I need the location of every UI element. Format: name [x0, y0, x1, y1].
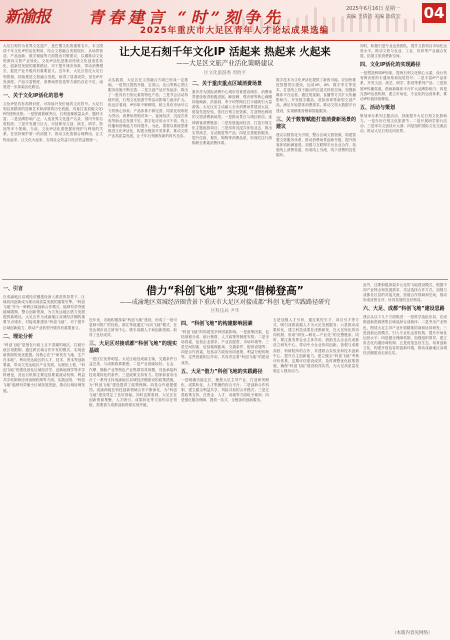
- article2-column-2: 近年来，各地积极探索“科创飞地”建设，形成了一批可复制可推广的经验。浙江等地通过“反向飞地”模式，在发达城市设立研发中心，吸引高端人才和创新资源，取得了良好成效。 三、大足区对接成都“科创飞地”的现实基础 一是区位优势明显。大足区地处成渝主轴，交通条件日益完善，与成都联系紧密。二是产业基础较好。五金、汽摩、静脉产业等特色产业集群初具规模，具备承接科技成果转化的条件。三是政策支持有力。国家和省市出台了一系列支持成渝地区双城经济圈建设的政策措施，为“科创飞地”建设提供了政策保障。四是合作意愿强烈。成渝两地在科技创新领域合作不断深化，为“科创飞地”建设奠定了良好基础。同时也要看到，大足区在创新资源集聚、人才吸引、成果转化等方面仍存在短板，需要借力成都创新资源实现突破。: [89, 318, 177, 408]
- article2-column-1: 一、引言 在成渝地区双城经济圈建设深入推进的背景下，区域协同创新成为推动高质量发展的重要引擎。“科创飞地”作为一种跨区域创新合作模式，能够有效突破地域限制，整合创新资源，为欠发达地区借力发展提供新路径。大足区作为成渝地区双城经济圈的重要节点城市，对接成都建设“科创飞地”，对于提升区域创新能力、推动产业转型升级具有重要意义。 二、理论分析 “科创飞地”是指在行政上互不隶属的地区，打破行政区划限制，通过跨区域合作开发的模式，实现创新资源的优化配置。其核心在于“研发在飞地、生产在本地”，利用发达地区的人才、技术、资本等创新要素，带动欠发达地区产业发展。从理论上看，“科创飞地”的建设涉及区域经济学、创新地理学等多学科理论，其运行机制主要包括要素流动机制、利益共享机制和协同治理机制等方面。实践证明，“科创飞地”能够有效缩小区域发展差距，推动区域协调发展。: [3, 286, 85, 393]
- masthead-divider: [0, 40, 450, 41]
- newspaper-logo: 新渝报: [5, 7, 51, 26]
- article2-subheadline: ——成渝地区双城经济圈背景下重庆市大足区对接成都“科创飞地”实践路径研究: [119, 299, 331, 306]
- article2-section-3-title: 三、大足区对接成都“科创飞地”的现实基础: [89, 341, 177, 355]
- article2-column-4: 五是加强人才引育，通过柔性引才、项目引才等方式，吸引成都高端人才为大足发展服务；六是推动成果转化，建立科技成果在成都研发、在大足转化的协同机制，形成“研发—孵化—产业化”的完整链条。同时，要注重发挥企业主体作用，鼓励龙头企业在成都设立研发中心，带动中小企业协同创新。加强与成都高校、科研院所的合作，共建联合实验室和技术创新中心，提升自主创新能力。建立健全“科创飞地”考核评价体系，定期评估建设成效，及时调整优化政策措施，确保“科创飞地”建设取得实效，为大足高质量发展注入强劲动力。: [273, 318, 359, 373]
- article2-column-3: 四、“科创飞地”的构建影响因素 “科创飞地”的构建受多种因素影响。一是政策因素，包括财税分成、统计核算、人才政策等制度安排；二是市场因素，包括企业需求、产业匹配度、市场环境等；三是空间因素，包括地理距离、交通条件、配套设施等；四是合作因素，包括双方政府协同意愿、利益分配机制等。这些因素相互作用，共同决定着“科创飞地”的建设成效。 五、大足“借力”科创飞地的实践路径 一是明确功能定位，聚焦大足主导产业，打造研发孵化、成果转化、人才集聚的综合平台；二是创新合作机制，建立健全利益共享、风险共担的合作模式；三是完善政策支持，在资金、人才、用地等方面给予倾斜；四是强化服务保障，提供一站式、全链条的创新服务。: [181, 321, 269, 403]
- article1-section-4-title: 四、文化IP活化的实现路径: [360, 62, 421, 69]
- article2-column-5: 此外，还要积极探索多元化的飞地建设模式，根据不同产业特点和发展需求，灵活选择合作方式。加强与成都各区县的对接交流，拓展合作领域和空间，推动形成优势互补、协同发展的良好格局。 六、大足、成都“科创飞地”建设思路 建议从以下几个方面推进：一是科学选址布局，在成都创新资源密集区域选择合适载体；二是突出产业特色，围绕大足主导产业开展精准招商和协同研发；三是创新运营模式，引入专业化运营机构，提升市场化运营水平；四是健全保障机制，加强组织领导，建立常态化沟通协调机制；五是营造良好生态，培育创新文化，构建开放包容的创新环境，推动成渝地区双城经济圈建设走深走实。: [363, 283, 447, 356]
- masthead-banner: [0, 0, 450, 40]
- issue-date: 2025年6月16日 星期一: [346, 6, 400, 12]
- article2-section-1-title: 一、引言: [3, 286, 24, 292]
- page-number: 04: [423, 4, 445, 22]
- article1-subheadline: ——大足区文旅产业活化策略建议: [176, 59, 274, 67]
- article2-section-6-title: 六、大足、成都“科创飞地”建设思路: [363, 306, 445, 313]
- bottom-note: （本版内容见网络）: [392, 631, 433, 636]
- article1-headline: 让大足石刻千年文化IP 活起来 热起来 火起来: [119, 46, 331, 58]
- article1-section-3-title: 三、关于数智赋能打造消费新场景的建议: [276, 116, 356, 130]
- article1-section-1-title: 一、关于文化IP活化的思考: [3, 92, 64, 99]
- article2-byline: 区科技局 尹华: [210, 309, 240, 314]
- article2-section-5-title: 五、大足“借力”科创飞地的实践路径: [181, 368, 263, 375]
- article1-column-4: 数字技术为文化IP活化提供了新的可能。应加快推进智慧景区建设，运用VR、AR、数字孪生等技术，打造线上线下融合的沉浸式体验空间。加强新媒体平台运营，通过短视频、直播等方式扩大传播影响力。开发数字藏品、虚拟形象等新型文创产品，满足年轻群体消费需求。推动文旅大数据平台建设，实现精准营销和智能服务。 三、关于数智赋能打造消费新场景的建议 建议以数智化为引领，整合区域文旅资源，构建智慧文旅服务体系，推动消费场景创新升级，提升游客体验和满意度。加强与互联网平台企业合作，拓展线上消费渠道，形成线上引流、线下消费的良性循环。: [276, 78, 356, 158]
- article-divider: [2, 279, 448, 280]
- article1-column-5: 同时，积极引进专业运营团队，提升文旅项目市场化运营水平。推动文旅与农业、工业、体育等产业融合发展，拓展文旅消费新空间。 四、文化IP活化的实现路径 一是塑造鲜明IP形象，提炼石刻文化核心元素，设计具有辨识度的卡通形象和视觉符号；二是丰富IP产品体系，开发文创、演艺、研学、影视等系列产品；三是拓展IP传播渠道，借助新媒体平台扩大品牌影响力；四是完善IP运营机制，建立市场化、专业化的运营体系，推动IP价值持续释放。 五、活动与策划 策划举办系列主题活动，持续提升大足石刻文化影响力。一是办好石刻文化旅游节；二是开展研学旅行活动；三是举办文创设计大赛；四是组织国际文化交流活动，推动大足石刻走向世界。: [360, 44, 447, 134]
- masthead-subtitle: 2025年重庆市大足区青年人才论坛成果选编: [140, 26, 330, 36]
- masthead-title: 青春建言 “时”刻争先: [88, 8, 284, 27]
- editor-credits: 责编 王倩洁 美编 陈倩宏: [346, 14, 401, 20]
- article1-column-2: 从实践看，大足区在文旅融合方面已形成一定基础。一是景区提档升级，宝顶山、北山等核心景区服务设施不断完善；二是文创产品开发起步，推出了一批具有石刻元素的特色产品；三是节会活动持续开展，石刻文化旅游节等活动影响力逐步扩大。但也应看到，IP形象不够鲜明，缺乏具有市场号召力的核心形象；产品体系不够完善，同质化现象较为突出；消费场景相对单一，夜间经济、沉浸式体验等新业态发展不足；数字化应用水平不高，线上传播和营销能力有待提升。为此，需要以系统思维推进文化IP活化，构建全链条开发体系，推动文旅产业高质量发展，让千年石刻焕发新的时代光彩。: [108, 78, 188, 139]
- article1-column-1: 大足石刻作为世界文化遗产，是巴蜀文化的重要名片。本文围绕千年文化IP的活化利用，结合文旅融合发展现状，从场景营造、产品创新、数字赋能等方面提出对策建议，以期推动文化资源向文旅产业转化。文化IP活化是推动传统文化创造性转化、创新性发展的重要路径，对于提升城市形象、带动消费增长、促进产业升级具有重要意义。近年来，大足区依托大足石刻资源，持续推进文旅融合发展，取得了显著成效，但在IP开发深度、产品丰富程度、消费场景营造等方面仍存在不足，亟需进一步探索活化路径。 一、关于文化IP活化的思考 文化IP是具有高辨识度、可持续开发价值的文化符号。大足石刻以其精美的造像艺术和深厚的历史底蕴，具备打造顶级文化IP的独特优势。一是资源禀赋突出，石刻造像数量众多、题材丰富；二是品牌影响广泛，入选世界文化遗产名录，国内外知名度较高；三是开发潜力巨大，可延伸至文创、演艺、研学、影视等多个领域。当前，文化IP活化需把握好保护与利用的关系，在坚持保护第一的前提下，推动文化资源合理利用，让文物活起来、让文化火起来，实现社会效益与经济效益相统一。: [3, 44, 103, 142]
- article1-section-5-title: 五、活动与策划: [360, 104, 396, 111]
- article1-byline: 区文化旅游委 周胜平: [204, 71, 246, 76]
- article1-section-2-title: 二、关于重庆重点区域消费场景: [192, 81, 263, 87]
- article2-section-2-title: 二、理论分析: [3, 333, 34, 340]
- article1-column-3: 二、关于重庆重点区域消费场景 重庆作为国际消费中心城市培育建设城市，消费场景建设取得积极进展。解放碑、观音桥等核心商圈持续焕新，洪崖洞、李子坝等网红打卡地吸引大量游客。大足区应主动融入全市消费场景建设大局，借鉴先进经验，依托石刻文化资源，打造特色鲜明的文旅消费新场景。一是推动景区与城区联动，延伸游客消费链条；二是发展夜间经济，打造石刻文化主题夜游项目；三是培育沉浸式体验业态，推出实景演艺、互动展览等产品；四是完善配套服务，提升住宿、餐饮、购物等消费品质，形成吃住行游购娱全要素消费体系。: [192, 81, 272, 145]
- article2-section-4-title: 四、“科创飞地”的构建影响因素: [181, 321, 253, 327]
- article2-headline: 借力“科创飞地” 实现“借梯登高”: [146, 285, 304, 297]
- masthead-date-block: [346, 5, 401, 21]
